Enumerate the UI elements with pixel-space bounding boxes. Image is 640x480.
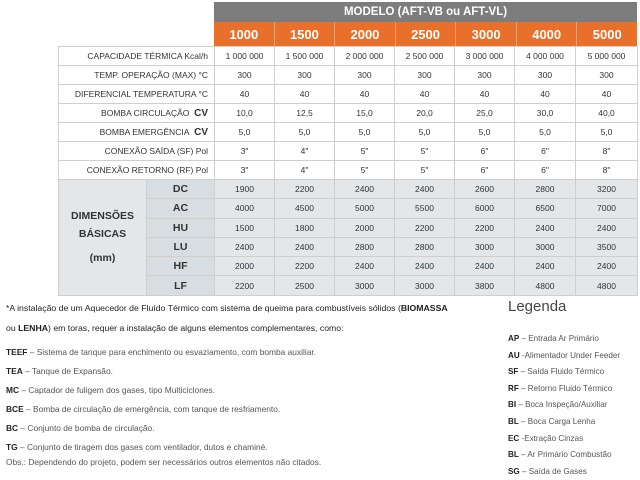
spec-value: 6" bbox=[455, 142, 515, 161]
abbreviation-key: MC bbox=[6, 385, 20, 395]
abbreviation-desc: – Bomba de circulação de emergência, com tanque de resfriamento. bbox=[23, 404, 281, 414]
abbreviation-desc: – Sistema de tanque para enchimento ou esvaziamento, com bomba auxiliar. bbox=[27, 347, 317, 357]
legend-key: AU bbox=[508, 350, 520, 360]
specifications-table bbox=[58, 46, 638, 296]
model-number: 5000 bbox=[592, 26, 622, 42]
model-number: 2500 bbox=[396, 22, 457, 46]
spec-value: 30,0 bbox=[515, 104, 576, 123]
legend-key: BL bbox=[508, 450, 519, 460]
spec-value: 6" bbox=[515, 142, 576, 161]
dimensions-heading-line: (mm) bbox=[89, 252, 116, 265]
spec-value: 12,5 bbox=[275, 104, 335, 123]
model-number: 1500 bbox=[275, 22, 336, 46]
spec-value: 40 bbox=[576, 85, 638, 104]
spec-label bbox=[59, 66, 215, 85]
dimension-value: 2400 bbox=[576, 257, 638, 276]
spec-row bbox=[59, 47, 638, 66]
legend-item bbox=[508, 447, 640, 464]
legend-desc: – Entrada Ar Primário bbox=[519, 334, 599, 343]
note-emphasis: LENHA bbox=[18, 323, 49, 333]
dimension-value: 3000 bbox=[335, 276, 395, 295]
dimension-value: 5000 bbox=[335, 199, 395, 218]
spec-value: 5,0 bbox=[576, 123, 638, 142]
dimension-value: 1900 bbox=[215, 180, 275, 199]
spec-value: 40 bbox=[515, 85, 576, 104]
model-series-header bbox=[214, 2, 637, 22]
dimension-value: 2400 bbox=[515, 257, 576, 276]
spec-label bbox=[59, 47, 215, 66]
spec-label-text: BOMBA CIRCULAÇÃO bbox=[101, 107, 190, 118]
spec-value: 5" bbox=[335, 161, 395, 180]
dimension-value: 3000 bbox=[515, 237, 576, 256]
legend-item bbox=[508, 414, 640, 431]
spec-value: 6" bbox=[455, 161, 515, 180]
dimension-label: DC bbox=[147, 180, 215, 199]
spec-value: 6" bbox=[515, 161, 576, 180]
legend-key: SF bbox=[508, 367, 519, 377]
spec-value: 5,0 bbox=[395, 123, 455, 142]
spec-label-text: CONEXÃO SAÍDA (SF) Pol bbox=[104, 146, 209, 156]
dimension-value: 3200 bbox=[576, 180, 638, 199]
dimension-label: LF bbox=[147, 276, 215, 295]
dimension-value: 2400 bbox=[335, 257, 395, 276]
dimension-value: 1800 bbox=[275, 218, 335, 237]
dimension-value: 2200 bbox=[395, 218, 455, 237]
spec-value: 40 bbox=[395, 85, 455, 104]
legend-title: Legenda bbox=[508, 298, 567, 315]
spec-label-text: CAPACIDADE TÉRMICA Kcal/h bbox=[87, 51, 209, 61]
dimension-value: 2200 bbox=[275, 180, 335, 199]
abbreviation-item bbox=[6, 438, 496, 457]
note-emphasis: BIOMASSA bbox=[400, 303, 448, 313]
dimension-value: 2400 bbox=[455, 257, 515, 276]
dimension-value: 2800 bbox=[335, 237, 395, 256]
spec-label-text: DIFERENCIAL TEMPERATURA °C bbox=[74, 89, 209, 99]
spec-value: 300 bbox=[335, 66, 395, 85]
dimension-value: 2200 bbox=[275, 257, 335, 276]
dimension-value: 2600 bbox=[455, 180, 515, 199]
abbreviation-item bbox=[6, 381, 496, 400]
spec-row bbox=[59, 85, 638, 104]
spec-value: 300 bbox=[576, 66, 638, 85]
abbreviation-key: BCE bbox=[6, 404, 24, 414]
dimension-value: 4800 bbox=[515, 276, 576, 295]
spec-value: 20,0 bbox=[395, 104, 455, 123]
spec-value: 8" bbox=[576, 161, 638, 180]
spec-value: 8" bbox=[576, 142, 638, 161]
legend-item bbox=[508, 431, 640, 448]
model-number-row bbox=[214, 22, 637, 46]
spec-label-text: TEMP. OPERAÇÃO (MAX) °C bbox=[94, 70, 209, 80]
spec-value: 40 bbox=[275, 85, 335, 104]
dimensions-heading-line: BÁSICAS bbox=[78, 228, 127, 241]
abbreviation-key: TG bbox=[6, 442, 18, 452]
spec-value: 4" bbox=[275, 142, 335, 161]
spec-value: 1 000 000 bbox=[215, 47, 275, 66]
dimension-value: 7000 bbox=[576, 199, 638, 218]
dimension-value: 2400 bbox=[576, 218, 638, 237]
legend-desc: – Ar Primário Combustão bbox=[518, 450, 612, 460]
model-number: 1000 bbox=[214, 22, 275, 46]
dimension-value: 2400 bbox=[275, 237, 335, 256]
legend-key: BI bbox=[508, 400, 517, 410]
legend-item bbox=[508, 331, 640, 348]
spec-value: 25,0 bbox=[455, 104, 515, 123]
spec-value: 300 bbox=[455, 66, 515, 85]
dimension-value: 5500 bbox=[395, 199, 455, 218]
spec-value: 4" bbox=[275, 161, 335, 180]
dimension-value: 4800 bbox=[576, 276, 638, 295]
spec-label bbox=[59, 161, 215, 180]
dimensions-heading-line: DIMENSÕES bbox=[70, 210, 134, 223]
abbreviation-item bbox=[6, 400, 496, 419]
legend-item bbox=[508, 464, 640, 480]
dimension-value: 2400 bbox=[515, 218, 576, 237]
complementary-elements-list bbox=[6, 343, 496, 457]
dimension-value: 3000 bbox=[455, 237, 515, 256]
spec-value: 40,0 bbox=[576, 104, 638, 123]
dimension-value: 2500 bbox=[275, 276, 335, 295]
legend-item bbox=[508, 381, 640, 398]
dimension-label: HU bbox=[147, 218, 215, 237]
installation-note bbox=[6, 298, 502, 338]
dimension-value: 3500 bbox=[576, 237, 638, 256]
spec-value: 4 000 000 bbox=[515, 47, 576, 66]
dimension-label: LU bbox=[147, 237, 215, 256]
spec-row bbox=[59, 161, 638, 180]
spec-unit: CV bbox=[194, 107, 209, 119]
model-number: 4000 bbox=[517, 22, 578, 46]
spec-value: 5" bbox=[395, 161, 455, 180]
dimension-row bbox=[59, 180, 638, 199]
legend-item bbox=[508, 364, 640, 381]
observation-note: Obs.: Dependendo do projeto, podem ser necessários outros elementos não citados. bbox=[6, 457, 322, 467]
spec-value: 5" bbox=[395, 142, 455, 161]
legend-desc: -Extração Cinzas bbox=[519, 433, 584, 443]
spec-label bbox=[59, 85, 215, 104]
spec-value: 5,0 bbox=[515, 123, 576, 142]
spec-label bbox=[59, 123, 215, 142]
dimensions-heading bbox=[59, 180, 147, 296]
note-text: *A instalação de um Aquecedor de Fluído Térmico com sistema de queima para combustíveis sólidos ( bbox=[6, 303, 401, 313]
abbreviation-desc: – Tanque de Expansão. bbox=[22, 366, 113, 376]
spec-row bbox=[59, 66, 638, 85]
spec-label-text: BOMBA EMERGÊNCIA bbox=[99, 126, 190, 137]
dimension-value: 4000 bbox=[215, 199, 275, 218]
spec-value: 5 000 000 bbox=[576, 47, 638, 66]
dimension-value: 2400 bbox=[395, 257, 455, 276]
abbreviation-item bbox=[6, 343, 496, 362]
spec-value: 5" bbox=[335, 142, 395, 161]
spec-value: 300 bbox=[395, 66, 455, 85]
dimension-value: 2000 bbox=[335, 218, 395, 237]
spec-label bbox=[59, 142, 215, 161]
dimension-value: 3800 bbox=[455, 276, 515, 295]
spec-value: 3 000 000 bbox=[455, 47, 515, 66]
legend-desc: -Alimentador Under Feeder bbox=[519, 350, 621, 360]
spec-value: 3" bbox=[215, 161, 275, 180]
dimension-value: 2800 bbox=[515, 180, 576, 199]
legend-key: AP bbox=[508, 334, 520, 343]
note-text: ou bbox=[6, 323, 19, 333]
legend-list bbox=[508, 331, 640, 480]
legend-desc: – Boca Carga Lenha bbox=[518, 416, 596, 426]
note-text: ) em toras, requer a instalação de alguns elementos complementares, como: bbox=[48, 323, 344, 333]
dimension-value: 3000 bbox=[395, 276, 455, 295]
legend-desc: – Retorno Fluido Térmico bbox=[518, 383, 613, 393]
dimension-value: 6500 bbox=[515, 199, 576, 218]
dimension-value: 1500 bbox=[215, 218, 275, 237]
spec-value: 300 bbox=[215, 66, 275, 85]
spec-value: 2 500 000 bbox=[395, 47, 455, 66]
abbreviation-desc: – Captador de fuligem dos gases, tipo Multiciclones. bbox=[19, 385, 216, 395]
spec-value: 10,0 bbox=[215, 104, 275, 123]
spec-value: 2 000 000 bbox=[335, 47, 395, 66]
model-series-title: MODELO (AFT-VB ou AFT-VL) bbox=[343, 6, 508, 18]
spec-value: 5,0 bbox=[215, 123, 275, 142]
legend-item bbox=[508, 348, 640, 365]
abbreviation-desc: – Conjunto de tiragem dos gases com ventilador, dutos e chaminé. bbox=[17, 442, 268, 452]
spec-value: 300 bbox=[515, 66, 576, 85]
abbreviation-key: TEA bbox=[6, 366, 23, 376]
dimension-value: 6000 bbox=[455, 199, 515, 218]
legend-desc: – Saída Fluido Térmico bbox=[518, 367, 605, 377]
legend-key: SG bbox=[508, 466, 520, 476]
spec-label bbox=[59, 104, 215, 123]
abbreviation-item bbox=[6, 362, 496, 381]
legend-key: RF bbox=[508, 383, 519, 393]
spec-value: 5,0 bbox=[455, 123, 515, 142]
spec-unit: CV bbox=[194, 126, 209, 138]
dimension-value: 2400 bbox=[215, 237, 275, 256]
legend-desc: – Boca Inspeção/Auxiliar bbox=[516, 400, 608, 410]
legend-desc: – Saída de Gases bbox=[519, 466, 587, 476]
legend-key: EC bbox=[508, 433, 520, 443]
dimension-value: 2400 bbox=[395, 180, 455, 199]
spec-value: 1 500 000 bbox=[275, 47, 335, 66]
spec-value: 40 bbox=[215, 85, 275, 104]
spec-row bbox=[59, 142, 638, 161]
spec-value: 5,0 bbox=[275, 123, 335, 142]
dimension-value: 2200 bbox=[215, 276, 275, 295]
spec-value: 3" bbox=[215, 142, 275, 161]
abbreviation-key: BC bbox=[6, 423, 19, 433]
model-number: 2000 bbox=[335, 22, 396, 46]
spec-value: 40 bbox=[455, 85, 515, 104]
abbreviation-item bbox=[6, 419, 496, 438]
dimension-value: 2000 bbox=[215, 257, 275, 276]
spec-value: 5,0 bbox=[335, 123, 395, 142]
spec-value: 40 bbox=[335, 85, 395, 104]
dimension-label: HF bbox=[147, 257, 215, 276]
dimension-label: AC bbox=[147, 199, 215, 218]
dimension-value: 4500 bbox=[275, 199, 335, 218]
spec-value: 15,0 bbox=[335, 104, 395, 123]
legend-item bbox=[508, 397, 640, 414]
spec-row bbox=[59, 104, 638, 123]
dimension-value: 2200 bbox=[455, 218, 515, 237]
spec-label-text: CONEXÃO RETORNO (RF) Pol bbox=[86, 165, 209, 175]
legend-key: BL bbox=[508, 416, 519, 426]
abbreviation-desc: – Conjunto de bomba de circulação. bbox=[18, 423, 155, 433]
dimension-value: 2800 bbox=[395, 237, 455, 256]
model-number: 3000 bbox=[456, 22, 517, 46]
spec-value: 300 bbox=[275, 66, 335, 85]
spec-row bbox=[59, 123, 638, 142]
abbreviation-key: TEEF bbox=[6, 347, 28, 357]
dimension-value: 2400 bbox=[335, 180, 395, 199]
